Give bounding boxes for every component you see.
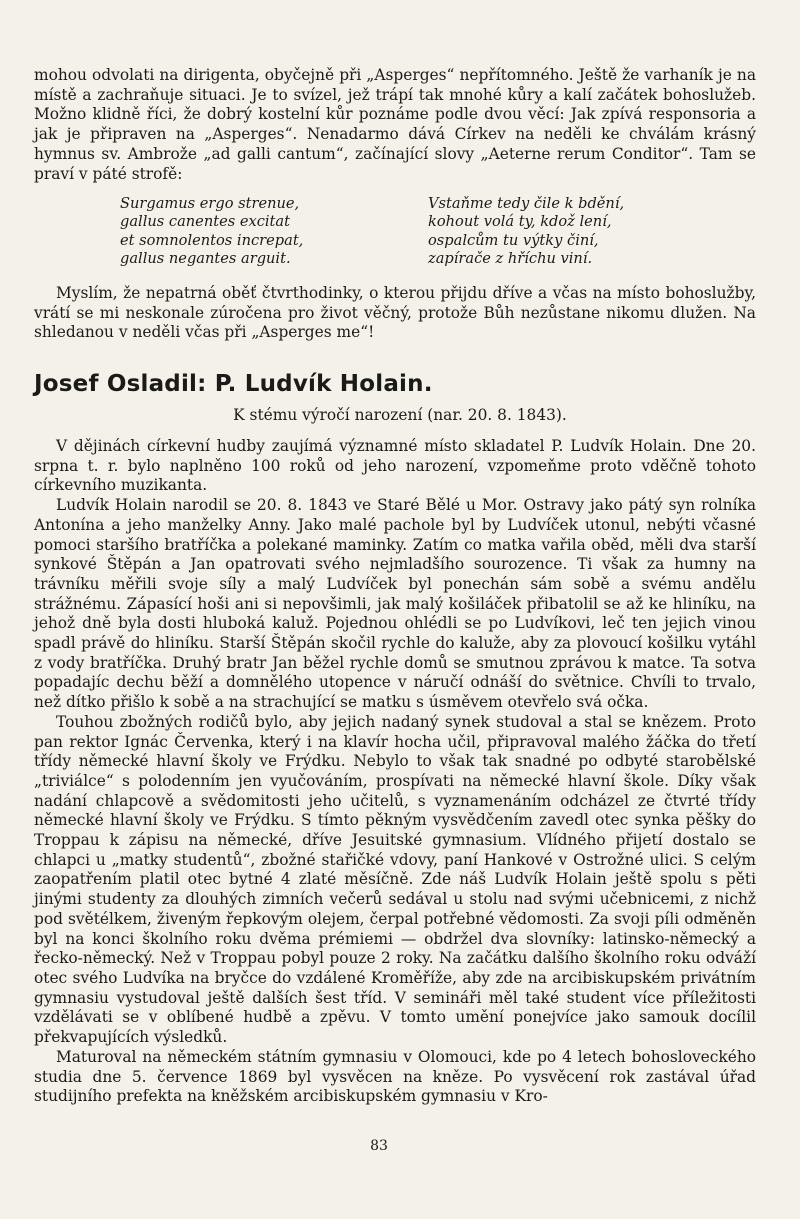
page-number: 83 bbox=[370, 1138, 388, 1154]
hymn-czech-line: zapírače z hříchu viní. bbox=[428, 250, 593, 268]
outro-text bbox=[34, 284, 756, 343]
article-body bbox=[34, 437, 756, 1107]
article-paragraph: Ludvík Holain narodil se 20. 8. 1843 ve Staré Bělé u Mor. Ostravy jako pátý syn rolníka Antonína a jeho manželky Anny. Jako malé pachole byl by Ludvíček utonul, nebýti včasné pomoci staršího bratříčka a polekané maminky. Zatím co matka vařila oběd, měli dva starší synkové Štěpán a Jan opatrovati svého nejmladšího sourozence. Ti však za humny na trávníku měřili svoje síly a malý Ludvíček byl ponechán sám sobě a svému andělu strážnému. Zápasící hoši ani si nepovšimli, jak malý košiláček přibatolil se až ke hliníku, na jehož dně byla dosti hluboká kaluž. Pojednou ohlédli se po Ludvíkovi, leč ten jejich vinou spadl právě do hliníku. Starší Štěpán skočil rychle do kaluže, aby za plovoucí košilku vytáhl z vody bratříčka. Druhý bratr Jan běžel rychle domů se smutnou zprávou k matce. Ta sotva popadajíc dechu běží a domnělého utopence v náručí odnáší do světnice. Chvíli to trvalo, než dítko přišlo k sobě a na strachující se matku s úsměvem otevřelo svá očka. bbox=[34, 496, 756, 712]
outro-paragraph: Myslím, že nepatrná oběť čtvrthodinky, o kterou přijdu dříve a včas na místo bohoslužby, vrátí se mi neskonale zúročena pro život věčný, protože Bůh nezůstane nikomu dlužen. Na shledanou v neděli včas při „Asperges me“! bbox=[34, 284, 756, 342]
article-title: Josef Osladil: P. Ludvík Holain. bbox=[34, 371, 433, 397]
article-subtitle: K stému výročí narození (nar. 20. 8. 1843). bbox=[233, 406, 567, 424]
hymn-czech bbox=[428, 195, 678, 269]
hymn-latin bbox=[120, 195, 370, 269]
hymn-latin-line: et somnolentos increpat, bbox=[120, 231, 304, 249]
hymn-stanza bbox=[120, 195, 680, 269]
intro-text bbox=[34, 66, 756, 184]
hymn-latin-line: Surgamus ergo strenue, bbox=[120, 195, 300, 212]
hymn-czech-line: kohout volá ty, kdož lení, bbox=[428, 213, 612, 231]
intro-paragraph: mohou odvolati na dirigenta, obyčejně při „Asperges“ nepřítomného. Ještě že varhaník je na místě a zachraňuje situaci. Je to svízel, jež trápí tak mnohé kůry a kalí začátek bohoslužeb. Možno klidně říci, že dobrý kostelní kůr poznáme podle dvou věcí: Jak zpívá responsoria a jak je připraven na „Asperges“. Nenadarmo dává Církev na neděli ke chválám krásný hymnus sv. Ambrože „ad galli cantum“, začínající slovy „Aeterne rerum Conditor“. Tam se praví v páté strofě: bbox=[34, 66, 756, 183]
hymn-latin-line: gallus negantes arguit. bbox=[120, 250, 291, 268]
article-paragraph: Touhou zbožných rodičů bylo, aby jejich nadaný synek studoval a stal se knězem. Proto pan rektor Ignác Červenka, který i na klavír hocha učil, připravoval malého žáčka do třetí třídy německé hlavní školy ve Frýdku. Nebylo to však tak snadné po odbyté starobělské „triviálce“ s polodenním jen vyučováním, prospívati na německé hlavní škole. Díky však nadání chlapcově a svědomitosti jeho učitelů, s vyznamenáním odcházel ze čtvrté třídy německé hlavní školy ve Frýdku. S tímto pěkným vysvědčením zavedl otec synka pěšky do Troppau k zápisu na německé, dříve Jesuitské gymnasium. Vlídného přijetí dostalo se chlapci u „matky studentů“, zbožné stařičké vdovy, paní Hankové v Ostrožné ulici. S celým zaopatřením platil otec bytné 4 zlaté měsíčně. Zde náš Ludvík Holain ještě spolu s pěti jinými studenty za dlouhých zimních večerů sedával u stolu nad svými učebnicemi, z nichž pod světélkem, živeným řepkovým olejem, čerpal potřebné vědomosti. Za svoji píli odměněn byl na konci školního roku dvěma prémiemi — obdržel dva slovníky: latinsko-německý a řecko-německý. Než v Troppau pobyl pouze 2 roky. Na začátku dalšího školního roku odváží otec svého Ludvíka na bryčce do vzdálené Kroměříže, aby zde na arcibiskupském privátním gymnasiu vystudoval ještě dalších šest tříd. V semináři měl také student více příležitosti vzdělávati se v oblíbené hudbě a zpěvu. V tomto umění ponejvíce jako samouk docílil překvapujících výsledků. bbox=[34, 712, 756, 1047]
hymn-czech-line: ospalcům tu výtky činí, bbox=[428, 231, 599, 249]
article-paragraph: Maturoval na německém státním gymnasiu v Olomouci, kde po 4 letech bohosloveckého studia dne 5. července 1869 byl vysvěcen na kněze. Po vysvěcení rok zastával úřad studijního prefekta na kněžském arcibiskupském gymnasiu v Kro- bbox=[34, 1047, 756, 1106]
article-paragraph: V dějinách církevní hudby zaujímá významné místo skladatel P. Ludvík Holain. Dne 20. srpna t. r. bylo naplněno 100 roků od jeho narození, vzpomeňme proto vděčně tohoto církevního muzikanta. bbox=[34, 437, 756, 495]
hymn-latin-line: gallus canentes excitat bbox=[120, 213, 290, 231]
hymn-czech-line: Vstaňme tedy čile k bdění, bbox=[428, 195, 625, 212]
